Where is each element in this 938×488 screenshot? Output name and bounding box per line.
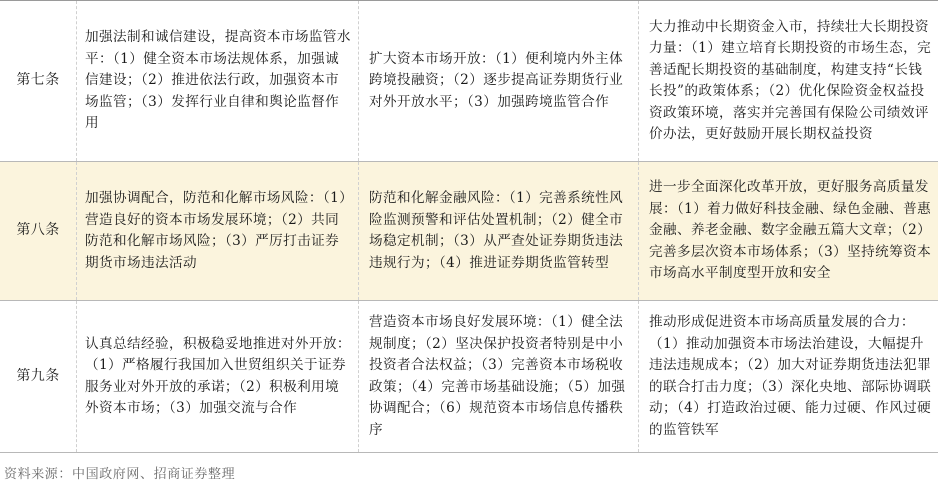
cell-text: 加强协调配合，防范和化解市场风险：（1）营造良好的资本市场发展环境；（2）共同防范和化解市场风险；（3）严厉打击证券期货市场违法活动 [85, 190, 347, 271]
cell-text: 扩大资本市场开放：（1）便利境内外主体跨境投融资；（2）逐步提高证券期货行业对外开放水平；（3）加强跨境监管合作 [369, 50, 624, 110]
table-row [0, 162, 938, 301]
table-cell [359, 301, 639, 452]
table-row [0, 1, 938, 162]
cell-text: 推动形成促进资本市场高质量发展的合力：（1）推动加强资本市场法治建设，大幅提升违法违规成本；（2）加大对证券期货违法犯罪的联合打击力度；（3）深化央地、部际协调联动；（4）打造政治过硬、能力过硬、作风过硬的监管铁军 [649, 314, 932, 438]
row-label [0, 1, 77, 161]
table-cell [639, 1, 938, 161]
row-label [0, 162, 77, 300]
table-row [0, 301, 938, 453]
cell-text: 防范和化解金融风险：（1）完善系统性风险监测预警和评估处置机制；（2）健全市场稳定机制；（3）从严查处证券期货违法违规行为；（4）推进证券期货监管转型 [369, 190, 624, 271]
cell-text: 认真总结经验，积极稳妥地推进对外开放：（1）严格履行我国加入世贸组织关于证券服务业对外开放的承诺；（2）积极利用境外资本市场；（3）加强交流与合作 [85, 335, 351, 416]
cell-text: 进一步全面深化改革开放，更好服务高质量发展：（1）着力做好科技金融、绿色金融、普惠金融、养老金融、数字金融五篇大文章；（2）完善多层次资本市场体系；（3）坚持统筹资本市场高水平制度型开放和安全 [649, 179, 932, 282]
table-cell [639, 162, 938, 300]
row-label-text: 第八条 [16, 222, 60, 239]
cell-text: 大力推动中长期资金入市，持续壮大长期投资力量：（1）建立培育长期投资的市场生态，完善适配长期投资的基础制度，构建支持“长钱长投”的政策体系；（2）优化保险资金权益投资政策环境，落实并完善国有保险公司绩效评价办法，更好鼓励开展长期权益投资 [649, 18, 932, 142]
table-cell [77, 1, 359, 161]
source-note: 资料来源：中国政府网、招商证券整理 [4, 467, 236, 482]
table-cell [359, 1, 639, 161]
cell-text: 加强法制和诚信建设，提高资本市场监管水平：（1）健全资本市场法规体系，加强诚信建设；（2）推进依法行政，加强资本市场监管；（3）发挥行业自律和舆论监督作用 [85, 29, 351, 132]
table-cell [639, 301, 938, 452]
table-cell [77, 301, 359, 452]
table-cell [359, 162, 639, 300]
row-label [0, 301, 77, 452]
table-cell [77, 162, 359, 300]
row-label-text: 第九条 [16, 367, 60, 384]
cell-text: 营造资本市场良好发展环境：（1）健全法规制度；（2）坚决保护投资者特别是中小投资者合法权益；（3）完善资本市场税收政策；（4）完善市场基础设施；（5）加强协调配合；（6）规范资本市场信息传播秩序 [369, 314, 626, 438]
row-label-text: 第七条 [16, 72, 60, 89]
